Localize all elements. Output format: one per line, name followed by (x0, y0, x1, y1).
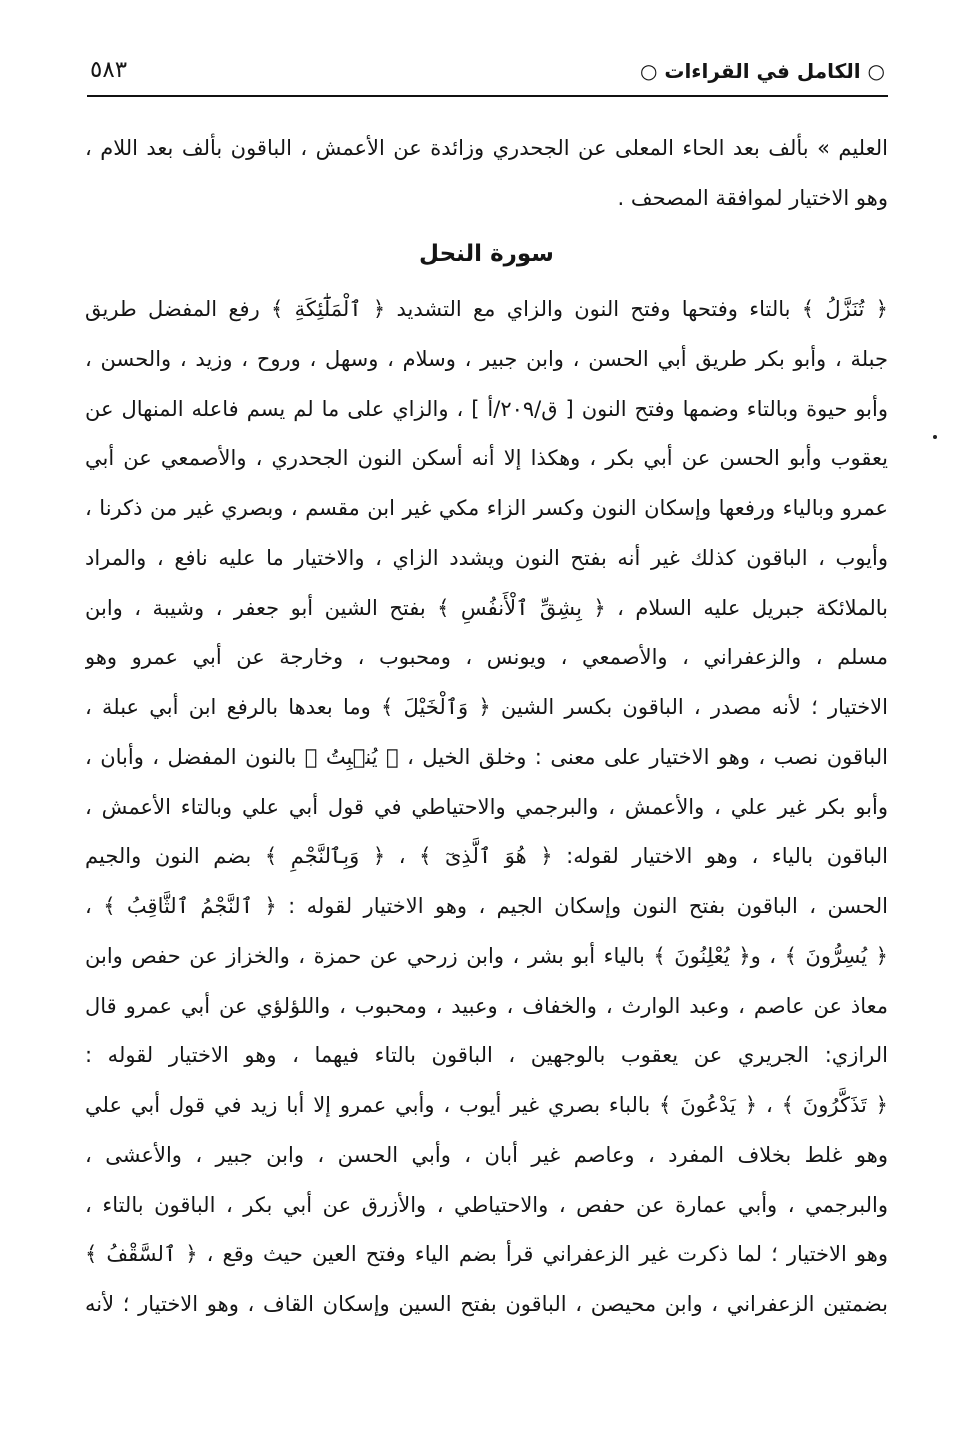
text-line (85, 832, 888, 882)
text-line-content: وهو الاختيار ؛ لما ذكرت غير الزعفراني قرأ بضم الياء وفتح العين حيث وقع ، ﴿ ٱلسَّقْفُ ﴾ (85, 1242, 888, 1267)
text-line (85, 633, 888, 683)
text-line (85, 484, 888, 534)
text-line-content: الرازي: الجريري عن يعقوب بالوجهين ، الباقون بالتاء فيهما ، وهو الاختيار لقوله : (85, 1043, 888, 1068)
page-number: ٥٨٣ (90, 57, 128, 83)
text-line (85, 584, 888, 634)
text-line (85, 1181, 888, 1231)
text-line-content: معاذ عن عاصم ، وعبد الوارث ، والخفاف ، وعبيد ، ومحبوب ، واللؤلؤي عن أبي عمرو قال (85, 993, 888, 1018)
text-line (85, 733, 888, 783)
text-line-content: الحسن ، الباقون بفتح النون وإسكان الجيم ، وهو الاختيار لقوله : ﴿ ٱلنَّجْمُ ٱلثَّاقِبُ ﴾ ، (85, 894, 888, 918)
text-line (85, 385, 888, 435)
text-line-content: وأبو بكر غير علي ، والأعمش ، والبرجمي والاحتياطي في قول أبي علي وبالتاء الأعمش ، (85, 794, 888, 819)
scan-speck (933, 435, 937, 439)
text-line-content: الباقون نصب ، وهو الاختيار على معنى : وخلق الخيل ، ﴿ يُنۢبِتُ ﴾ بالنون المفضل ، وأبان ، (85, 744, 888, 769)
text-line (85, 173, 888, 223)
text-line-content: ﴿ تُنَزَّلُ ﴾ بالتاء وفتحها وفتح النون والزاي مع التشديد ﴿ ٱلْمَلَٰٓئِكَةِ ﴾ رفع المفضل طريق (85, 297, 888, 321)
text-line (85, 335, 888, 385)
text-line-content: جبلة ، وأبو بكر طريق أبي الحسن ، وابن جبير ، وسلام ، وسهل ، وروح ، وزيد ، والحسن ، (85, 346, 888, 371)
text-line (85, 982, 888, 1032)
text-line (85, 783, 888, 833)
text-line-content: الاختيار ؛ لأنه مصدر ، الباقون بكسر الشين ﴿ وَٱلْخَيْلَ ﴾ وما بعدها بالرفع ابن أبي عبلة ، (85, 695, 888, 719)
running-title: ○ الكامل في القراءات ○ (639, 59, 885, 83)
text-line (85, 882, 888, 932)
text-line (85, 285, 888, 335)
page-body (85, 123, 888, 1330)
text-line (85, 1081, 888, 1131)
text-line-content: والبرجمي ، وأبي عمارة عن حفص ، والاحتياطي ، والأزرق عن أبي بكر ، الباقون بالتاء ، (85, 1192, 888, 1217)
text-line-content: ﴿ يُسِرُّونَ ﴾ ، و﴿ يُعْلِنُونَ ﴾ بالياء أبو بشر ، وابن زرحي عن حمزة ، والخزاز عن حفص وابن (85, 943, 888, 968)
text-line (85, 1230, 888, 1280)
text-line-content: يعقوب وأبو الحسن عن أبي بكر ، وهكذا إلا أنه أسكن النون الجحدري ، والأصمعي عن أبي (85, 446, 888, 471)
text-line-content: عمرو وبالياء ورفعها وإسكان النون وكسر الزاء مكي غير ابن مقسم ، وبصري غير من ذكرنا ، (85, 496, 888, 520)
text-line-content: ﴿ تَذَكَّرُونَ ﴾ ، ﴿ يَدْعُونَ ﴾ بالباء بصري غير أيوب ، وأبي عمرو إلا أبا زيد في قول أبي علي (85, 1093, 888, 1117)
text-line-content: العليم » بألف بعد الحاء المعلى عن الجحدري وزائدة عن الأعمش ، الباقون بألف بعد اللام ، (85, 136, 888, 160)
text-line (85, 434, 888, 484)
text-line-content: وهو غلط بخلاف المفرد ، وعاصم غير أبان ، وأبي الحسن ، وابن جبير ، والأعشى ، (85, 1142, 888, 1167)
text-line (85, 1131, 888, 1181)
text-line-content: وأيوب ، الباقون كذلك غير أنه بفتح النون ويشدد الزاي ، والاختيار ما عليه نافع ، والمراد (85, 545, 888, 570)
text-line-content: وهو الاختيار لموافقة المصحف . (617, 186, 888, 210)
text-line (85, 932, 888, 982)
text-line (85, 534, 888, 584)
text-line (85, 123, 888, 173)
text-line-content: بالملائكة جبريل عليه السلام ، ﴿ بِشِقِّ ٱلْأَنفُسِ ﴾ بفتح الشين أبو جعفر ، وشيبة ، وابن (85, 595, 888, 620)
surah-heading: سورة النحل (419, 241, 554, 267)
text-line-content: الباقون بالياء ، وهو الاختيار لقوله: ﴿ هُوَ ٱلَّذِىٓ ﴾ ، ﴿ وَبِٱلنَّجْمِ ﴾ بضم النون والجيم (85, 844, 888, 869)
text-line-content: وأبو حيوة وبالتاء وضمها وفتح النون [ ق/٢٠٩/أ ] ، والزاي على ما لم يسم فاعله المنهال عن (85, 396, 888, 421)
text-line-content: مسلم ، والزعفراني ، والأصمعي ، ويونس ، ومحبوب ، وخارجة عن أبي عمرو وهو (85, 645, 888, 670)
text-line (85, 683, 888, 733)
text-line (85, 1031, 888, 1081)
text-line-content: بضمتين الزعفراني ، وابن محيصن ، الباقون بفتح السين وإسكان القاف ، وهو الاختيار ؛ لأنه (85, 1292, 888, 1316)
header-rule (87, 95, 888, 97)
text-line (85, 1280, 888, 1330)
